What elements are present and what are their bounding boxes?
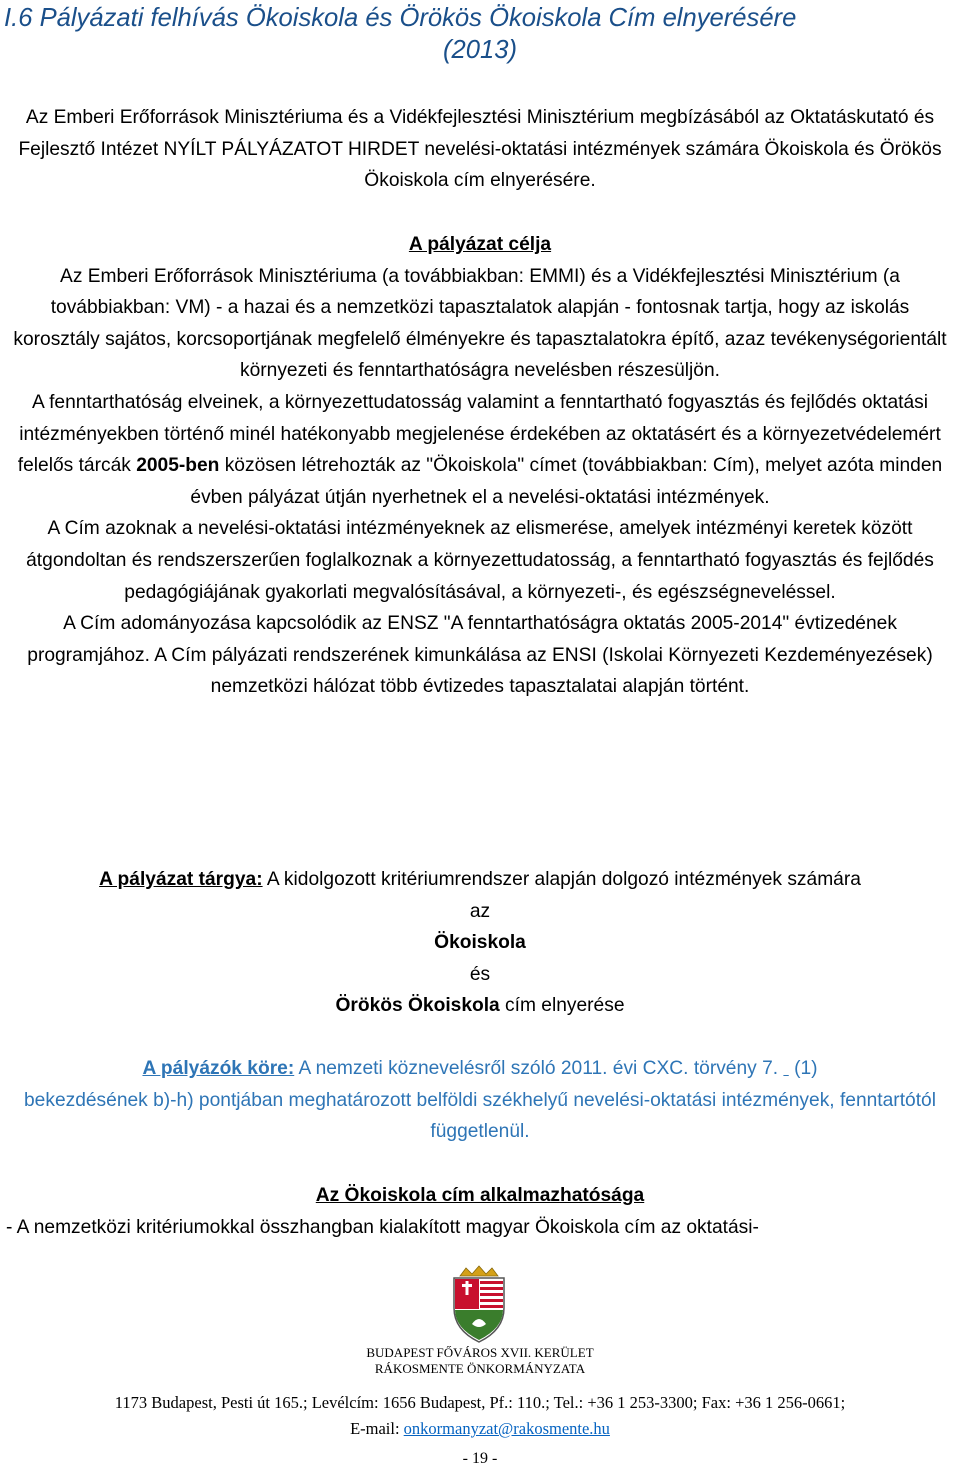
title-line-1: I.6 Pályázati felhívás Ökoiskola és Örökös Ökoiskola Cím elnyerésére: [4, 4, 797, 32]
footer-org-line-1: BUDAPEST FŐVÁROS XVII. KERÜLET: [366, 1345, 594, 1360]
goal-heading: A pályázat célja: [408, 234, 552, 255]
subject-label: A pályázat tárgya:: [99, 869, 263, 890]
subject-es: és: [469, 963, 491, 985]
footer-org-line-2: RÁKOSMENTE ÖNKORMÁNYZATA: [374, 1361, 586, 1376]
footer-email-link[interactable]: onkormanyzat@rakosmente.hu: [403, 1419, 610, 1438]
usage-heading: Az Ökoiskola cím alkalmazhatósága: [315, 1185, 645, 1206]
footer-address: [0, 1390, 960, 1442]
title-line-2: (2013): [443, 36, 517, 64]
goal-paragraph-1: Az Emberi Erőforrások Minisztériuma (a továbbiakban: EMMI) és a Vidékfejlesztési Minisztérium (a továbbiakban: VM) - a hazai és a nemzetközi tapasztalatok alapján - fontosnak tartja, hogy az iskolás korosztály sajátos, korcsoportjának megfelelő élményekre és tapasztalatokra építő, azaz tevékenységorientált környezeti és fenntarthatóságra nevelésben részesüljön.: [13, 265, 947, 382]
intro-paragraph: Az Emberi Erőforrások Minisztériuma és a Vidékfejlesztési Minisztérium megbízásából az Oktatáskutató és Fejlesztő Intézet NYÍLT PÁLYÁZATOT HIRDET nevelési-oktatási intézmények számára Ökoiskola és Örökös Ökoiskola cím elnyerésére.: [18, 107, 942, 192]
subject-text: A kidolgozott kritériumrendszer alapján dolgozó intézmények számára: [262, 869, 861, 890]
subject-line: [6, 864, 954, 896]
goal-p2-text-a: A fenntarthatóság elveinek, a környezettudatosság valamint a fenntartható fogyasztás és fejlődés oktatási intézményekben történő minél hatékonyabb megjelenése érdekében az oktatásért és a környezetvédelemért felelős tárcák: [17, 391, 941, 477]
subject-orokos-tail: cím elnyerése: [499, 995, 625, 1017]
subject-orokos: Örökös Ökoiskola: [335, 995, 500, 1017]
goal-p2-year: 2005-ben: [136, 455, 220, 477]
goal-p2-text-b: közösen létrehozták az "Ökoiskola" címet (továbbiakban: Cím), melyet azóta minden évben pályázat útján nyerhetnek el a nevelési-oktatási intézmények.: [190, 455, 943, 508]
applicants-text-b: (1): [788, 1058, 818, 1079]
subject-okoiskola: Ökoiskola: [434, 932, 526, 954]
applicants-text-a: A nemzeti köznevelésről szóló 2011. évi CXC. törvény 7.: [294, 1058, 784, 1079]
footer-organization: [0, 1345, 960, 1377]
goal-paragraph-2: [6, 387, 954, 513]
goal-paragraph-3: A Cím azoknak a nevelési-oktatási intézményeknek az elismerése, amelyek intézményi keretek között átgondoltan és rendszerszerűen foglalkoznak a környezettudatosság, a fenntartható fogyasztás és fejlődés pedagógiájának gyakorlati megvalósításával, a környezeti-, és egészségneveléssel.: [26, 518, 934, 603]
footer-email-line: [0, 1416, 960, 1442]
district-crest-icon: [446, 1264, 512, 1344]
usage-section: [6, 1180, 954, 1243]
usage-line: - A nemzetközi kritériumokkal összhangban kialakított magyar Ökoiskola cím az oktatási-: [6, 1216, 759, 1238]
goal-paragraph-4: A Cím adományozása kapcsolódik az ENSZ "A fenntarthatóságra oktatás 2005-2014" évtizedének programjához. A Cím pályázati rendszerének kimunkálása az ENSI (Iskolai Környezeti Kezdeményezések) nemzetközi hálózat több évtizedes tapasztalatai alapján történt.: [27, 613, 933, 698]
goal-section: [6, 229, 954, 703]
applicants-text-c: bekezdésének b)-h) pontjában meghatározott belföldi székhelyű nevelési-oktatási intézmények, fenntartótól függetlenül.: [24, 1089, 936, 1143]
subject-az: az: [469, 900, 491, 922]
applicants-section: [6, 1053, 954, 1148]
footer-email-label: E-mail:: [350, 1419, 404, 1438]
page-title: [4, 2, 956, 66]
footer-address-line: 1173 Budapest, Pesti út 165.; Levélcím: 1656 Budapest, Pf.: 110.; Tel.: +36 1 253-3300; Fax: +36 1 256-0661;: [114, 1393, 846, 1412]
applicants-label: A pályázók köre:: [142, 1058, 295, 1079]
applicants-line-1: [6, 1053, 954, 1085]
page-number: - 19 -: [462, 1450, 498, 1467]
subject-orokos-line: [6, 990, 954, 1022]
subject-section: [6, 864, 954, 1022]
